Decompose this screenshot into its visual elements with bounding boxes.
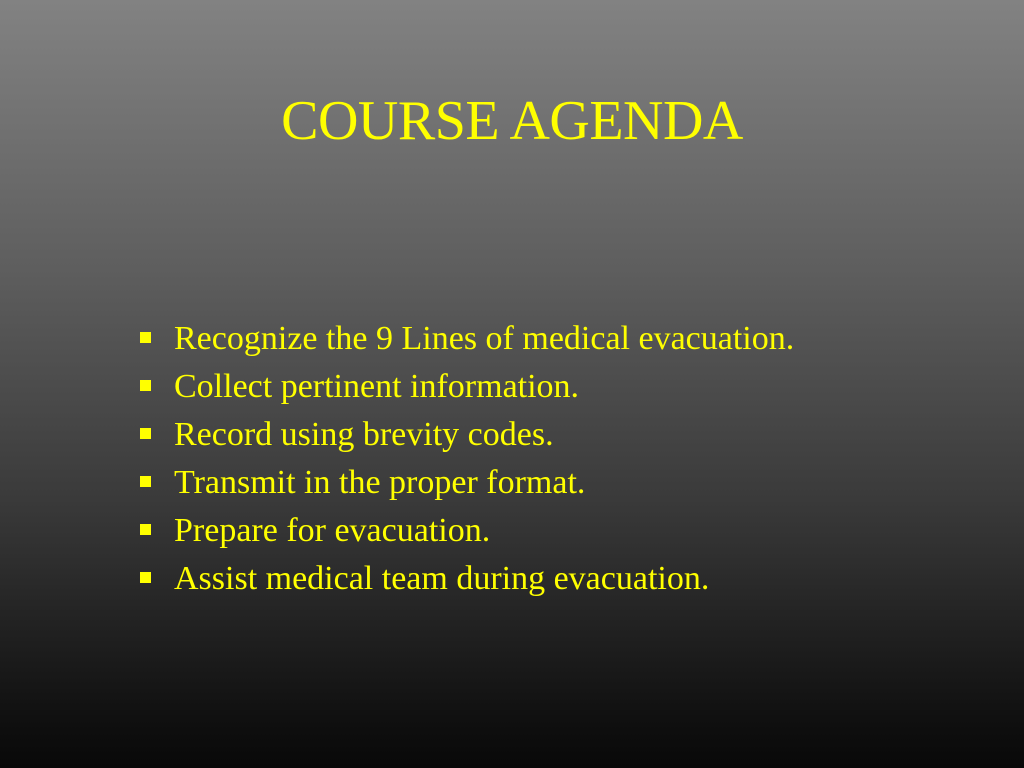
square-bullet-icon bbox=[140, 524, 151, 535]
square-bullet-icon bbox=[140, 476, 151, 487]
square-bullet-icon bbox=[140, 380, 151, 391]
agenda-item-text: Prepare for evacuation. bbox=[174, 512, 491, 549]
agenda-item-text: Transmit in the proper format. bbox=[174, 464, 586, 501]
agenda-item-text: Record using brevity codes. bbox=[174, 416, 554, 453]
slide-title: COURSE AGENDA bbox=[281, 90, 743, 152]
agenda-item-text: Collect pertinent information. bbox=[174, 368, 580, 405]
square-bullet-icon bbox=[140, 332, 151, 343]
agenda-item-text: Assist medical team during evacuation. bbox=[174, 560, 710, 597]
agenda-item-text: Recognize the 9 Lines of medical evacuation. bbox=[174, 320, 795, 357]
square-bullet-icon bbox=[140, 428, 151, 439]
square-bullet-icon bbox=[140, 572, 151, 583]
